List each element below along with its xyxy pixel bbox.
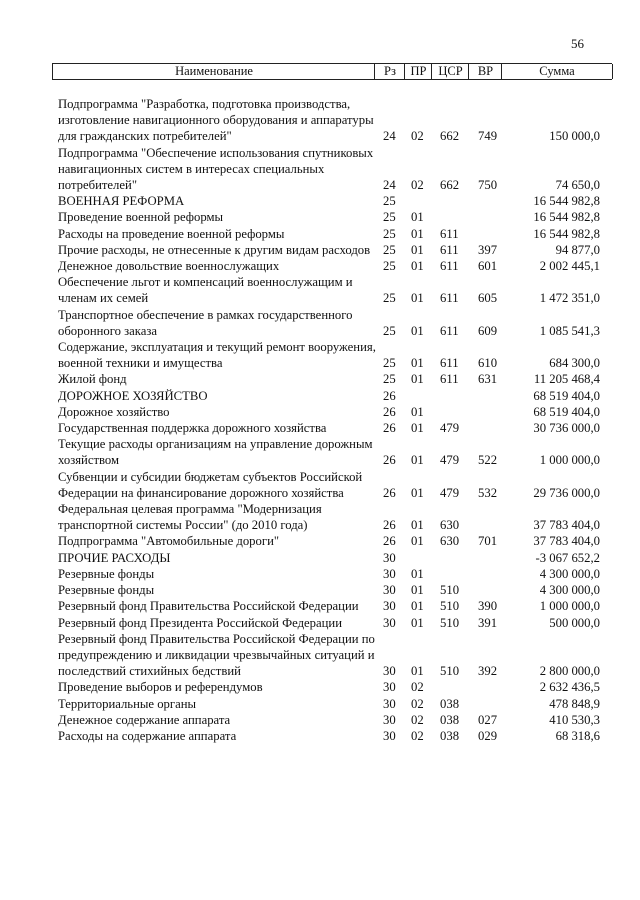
cell-name: Денежное содержание аппарата	[58, 712, 231, 727]
cell-name: Транспортное обеспечение в рамках государственного оборонного заказа	[58, 307, 353, 338]
cell-sum: 1 000 000,0	[539, 453, 600, 468]
table-row	[58, 258, 606, 274]
header-sum: Сумма	[501, 64, 613, 79]
table-row	[58, 145, 606, 194]
cell-name: ДОРОЖНОЕ ХОЗЯЙСТВО	[58, 388, 208, 403]
cell-sum: 1 472 351,0	[539, 291, 600, 306]
cell-sum: 500 000,0	[549, 615, 600, 630]
cell-rz: 25	[383, 356, 396, 371]
cell-rz: 26	[383, 421, 396, 436]
table-row	[58, 436, 606, 468]
table-row	[58, 339, 606, 371]
cell-pr: 01	[411, 518, 424, 533]
cell-rz: 30	[383, 599, 396, 614]
table-row	[58, 193, 606, 209]
cell-sum: -3 067 652,2	[535, 550, 600, 565]
cell-sum: 16 544 982,8	[533, 194, 600, 209]
cell-csr: 038	[440, 728, 460, 743]
cell-rz: 26	[383, 485, 396, 500]
cell-pr: 01	[411, 372, 424, 387]
cell-name: Обеспечение льгот и компенсаций военнослужащим и членам их семей	[58, 275, 353, 306]
cell-rz: 24	[383, 129, 396, 144]
table-row	[58, 728, 606, 744]
header-pr: ПР	[404, 64, 432, 79]
cell-pr: 02	[411, 728, 424, 743]
cell-name: Резервные фонды	[58, 566, 155, 581]
cell-csr: 630	[440, 518, 460, 533]
header-rz: Рз	[374, 64, 405, 79]
table-row	[58, 209, 606, 225]
table-row	[58, 598, 606, 614]
table-row	[58, 420, 606, 436]
page-number: 56	[571, 36, 584, 51]
cell-vr: 391	[478, 615, 498, 630]
cell-csr: 630	[440, 534, 460, 549]
cell-vr: 522	[478, 453, 498, 468]
table-header	[52, 63, 612, 80]
cell-csr: 510	[440, 664, 460, 679]
cell-rz: 25	[383, 226, 396, 241]
cell-name: Проведение выборов и референдумов	[58, 680, 263, 695]
cell-csr: 611	[440, 259, 459, 274]
cell-csr: 611	[440, 242, 459, 257]
cell-rz: 25	[383, 242, 396, 257]
cell-name: Подпрограмма "Автомобильные дороги"	[58, 534, 280, 549]
table-row	[58, 712, 606, 728]
cell-name: Текущие расходы организациям на управление дорожным хозяйством	[58, 437, 373, 468]
cell-name: ВОЕННАЯ РЕФОРМА	[58, 194, 185, 209]
cell-name: Федеральная целевая программа "Модернизация транспортной системы России" (до 2010 года)	[58, 502, 322, 533]
cell-name: Расходы на содержание аппарата	[58, 728, 237, 743]
table-body	[58, 96, 606, 744]
cell-name: Расходы на проведение военной реформы	[58, 226, 285, 241]
cell-pr: 01	[411, 583, 424, 598]
table-row	[58, 533, 606, 549]
cell-rz: 26	[383, 453, 396, 468]
cell-pr: 01	[411, 421, 424, 436]
cell-vr: 029	[478, 728, 498, 743]
cell-sum: 478 848,9	[549, 696, 600, 711]
cell-vr: 750	[478, 178, 498, 193]
cell-vr: 749	[478, 129, 498, 144]
cell-csr: 662	[440, 129, 460, 144]
cell-pr: 01	[411, 599, 424, 614]
cell-rz: 25	[383, 210, 396, 225]
cell-csr: 510	[440, 583, 460, 598]
cell-sum: 74 650,0	[555, 178, 600, 193]
cell-pr: 02	[411, 680, 424, 695]
cell-rz: 26	[383, 388, 396, 403]
cell-sum: 68 318,6	[555, 728, 600, 743]
table-row	[58, 388, 606, 404]
cell-name: Резервный фонд Правительства Российской Федерации	[58, 599, 359, 614]
table-row	[58, 501, 606, 533]
cell-rz: 26	[383, 518, 396, 533]
cell-rz: 30	[383, 680, 396, 695]
cell-sum: 94 877,0	[555, 242, 600, 257]
cell-name: Резервные фонды	[58, 583, 155, 598]
header-vr: ВР	[468, 64, 502, 79]
cell-pr: 01	[411, 615, 424, 630]
cell-csr: 611	[440, 323, 459, 338]
table-row	[58, 226, 606, 242]
cell-rz: 25	[383, 372, 396, 387]
cell-vr: 610	[478, 356, 498, 371]
cell-csr: 038	[440, 712, 460, 727]
cell-name: ПРОЧИЕ РАСХОДЫ	[58, 550, 171, 565]
cell-rz: 30	[383, 583, 396, 598]
cell-sum: 37 783 404,0	[533, 518, 600, 533]
cell-vr: 701	[478, 534, 498, 549]
cell-vr: 397	[478, 242, 498, 257]
cell-pr: 01	[411, 356, 424, 371]
cell-pr: 01	[411, 323, 424, 338]
cell-name: Государственная поддержка дорожного хозяйства	[58, 421, 327, 436]
cell-pr: 02	[411, 178, 424, 193]
cell-sum: 29 736 000,0	[533, 485, 600, 500]
cell-vr: 392	[478, 664, 498, 679]
table-row	[58, 274, 606, 306]
cell-name: Субвенции и субсидии бюджетам субъектов Российской Федерации на финансирование дорожного хозяйства	[58, 469, 363, 500]
table-row	[58, 631, 606, 680]
cell-name: Проведение военной реформы	[58, 210, 224, 225]
cell-pr: 02	[411, 712, 424, 727]
cell-rz: 30	[383, 615, 396, 630]
cell-sum: 2 632 436,5	[539, 680, 600, 695]
cell-name: Денежное довольствие военнослужащих	[58, 259, 280, 274]
table-row	[58, 469, 606, 501]
cell-pr: 02	[411, 696, 424, 711]
cell-pr: 02	[411, 129, 424, 144]
cell-vr: 631	[478, 372, 498, 387]
cell-pr: 01	[411, 664, 424, 679]
cell-rz: 30	[383, 712, 396, 727]
table-row	[58, 679, 606, 695]
table-row	[58, 242, 606, 258]
cell-name: Жилой фонд	[58, 372, 127, 387]
cell-sum: 410 530,3	[549, 712, 600, 727]
cell-rz: 25	[383, 291, 396, 306]
cell-name: Резервный фонд Президента Российской Федерации	[58, 615, 342, 630]
cell-sum: 4 300 000,0	[539, 566, 600, 581]
table-row	[58, 582, 606, 598]
cell-sum: 30 736 000,0	[533, 421, 600, 436]
table-row	[58, 615, 606, 631]
cell-pr: 01	[411, 226, 424, 241]
cell-rz: 25	[383, 323, 396, 338]
cell-rz: 26	[383, 534, 396, 549]
cell-csr: 611	[440, 291, 459, 306]
cell-name: Подпрограмма "Разработка, подготовка производства, изготовление навигационного оборудования и аппаратуры для гражданских потребителей"	[58, 97, 374, 144]
cell-sum: 68 519 404,0	[533, 404, 600, 419]
cell-csr: 611	[440, 356, 459, 371]
cell-pr: 01	[411, 453, 424, 468]
cell-rz: 30	[383, 550, 396, 565]
cell-sum: 4 300 000,0	[539, 583, 600, 598]
cell-pr: 01	[411, 259, 424, 274]
cell-rz: 30	[383, 566, 396, 581]
cell-csr: 479	[440, 453, 460, 468]
cell-vr: 601	[478, 259, 498, 274]
cell-sum: 2 800 000,0	[539, 664, 600, 679]
cell-pr: 01	[411, 242, 424, 257]
cell-sum: 150 000,0	[549, 129, 600, 144]
cell-rz: 30	[383, 664, 396, 679]
cell-name: Прочие расходы, не отнесенные к другим видам расходов	[58, 242, 371, 257]
table-row	[58, 566, 606, 582]
cell-rz: 25	[383, 259, 396, 274]
cell-sum: 1 085 541,3	[539, 323, 600, 338]
cell-csr: 479	[440, 421, 460, 436]
cell-rz: 26	[383, 404, 396, 419]
cell-sum: 16 544 982,8	[533, 226, 600, 241]
cell-pr: 01	[411, 404, 424, 419]
cell-sum: 16 544 982,8	[533, 210, 600, 225]
header-name: Наименование	[52, 64, 375, 79]
cell-vr: 609	[478, 323, 498, 338]
cell-csr: 510	[440, 615, 460, 630]
cell-sum: 11 205 468,4	[533, 372, 600, 387]
cell-name: Подпрограмма "Обеспечение использования спутниковых навигационных систем в интересах специальных потребителей"	[58, 145, 374, 193]
cell-sum: 37 783 404,0	[533, 534, 600, 549]
cell-vr: 027	[478, 712, 498, 727]
cell-rz: 30	[383, 728, 396, 743]
cell-name: Территориальные органы	[58, 696, 197, 711]
cell-csr: 038	[440, 696, 460, 711]
cell-pr: 01	[411, 566, 424, 581]
cell-rz: 25	[383, 194, 396, 209]
cell-rz: 30	[383, 696, 396, 711]
cell-vr: 532	[478, 485, 498, 500]
table-row	[58, 307, 606, 339]
cell-vr: 605	[478, 291, 498, 306]
table-row	[58, 696, 606, 712]
cell-pr: 01	[411, 291, 424, 306]
cell-sum: 68 519 404,0	[533, 388, 600, 403]
cell-sum: 2 002 445,1	[539, 259, 600, 274]
cell-csr: 611	[440, 372, 459, 387]
cell-pr: 01	[411, 210, 424, 225]
table-row	[58, 96, 606, 145]
cell-csr: 611	[440, 226, 459, 241]
cell-csr: 479	[440, 485, 460, 500]
cell-sum: 1 000 000,0	[539, 599, 600, 614]
cell-name: Резервный фонд Правительства Российской Федерации по предупреждению и ликвидации чрезвычайных ситуаций и последствий стихийных бедствий	[58, 631, 375, 679]
table-row	[58, 404, 606, 420]
cell-sum: 684 300,0	[549, 356, 600, 371]
cell-csr: 510	[440, 599, 460, 614]
cell-name: Содержание, эксплуатация и текущий ремонт вооружения, военной техники и имущества	[58, 340, 376, 371]
cell-pr: 01	[411, 534, 424, 549]
cell-pr: 01	[411, 485, 424, 500]
cell-name: Дорожное хозяйство	[58, 404, 170, 419]
header-csr: ЦСР	[431, 64, 469, 79]
cell-vr: 390	[478, 599, 498, 614]
table-row	[58, 371, 606, 387]
cell-csr: 662	[440, 178, 460, 193]
cell-rz: 24	[383, 178, 396, 193]
table-row	[58, 550, 606, 566]
